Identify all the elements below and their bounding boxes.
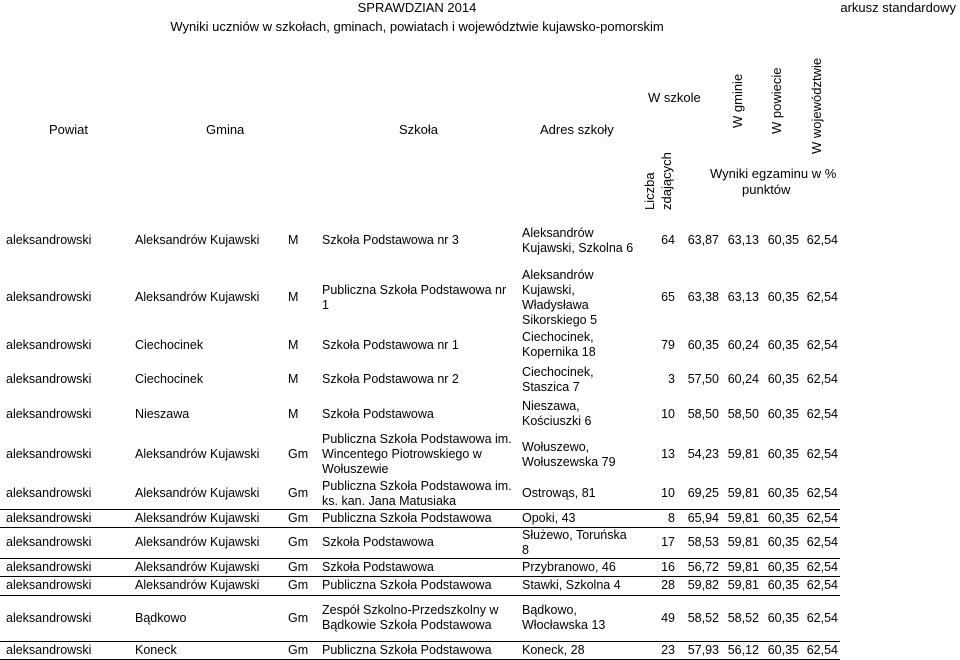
cell-gmina: Ciechocinek: [135, 372, 204, 386]
cell-powiat: aleksandrowski: [6, 406, 92, 421]
cell-szkola: Publiczna Szkoła Podstawowa nr 1: [322, 282, 507, 312]
cell-liczba: 28: [635, 576, 681, 595]
cell-adres: Ostrowąs, 81: [522, 486, 596, 500]
table-row: [0, 478, 840, 509]
cell-powiat: aleksandrowski: [0, 641, 129, 659]
cell-typ: Gm: [282, 595, 316, 641]
cell-w-gminie: 56,12: [721, 641, 761, 659]
cell-powiat: aleksandrowski: [0, 509, 129, 527]
cell-szkola: Szkoła Podstawowa nr 2: [322, 372, 459, 386]
table-row: [0, 215, 840, 267]
cell-w-gminie: 58,52: [721, 595, 761, 641]
cell-w-szkole: 56,72: [681, 558, 721, 576]
cell-w-gminie: 63,13: [727, 290, 759, 304]
cell-szkola: Publiczna Szkoła Podstawowa im. Wincentego Piotrowskiego w Wołuszewie: [322, 432, 512, 476]
cell-adres: Ciechocinek, Kopernika 18: [522, 330, 596, 359]
col-header-w-wojewodztwie: W województwie: [809, 57, 824, 154]
cell-liczba: 3: [668, 372, 675, 386]
cell-w-wojewodztwie: 62,54: [806, 337, 838, 352]
cell-typ: Gm: [282, 558, 316, 576]
cell-szkola: Szkoła Podstawowa nr 1: [322, 337, 459, 352]
cell-w-szkole: 59,82: [681, 576, 721, 595]
cell-gmina: Aleksandrów Kujawski: [135, 290, 260, 304]
results-table-body: [0, 215, 840, 659]
cell-powiat: aleksandrowski: [0, 595, 129, 641]
cell-powiat: aleksandrowski: [6, 337, 92, 352]
col-header-powiat: Powiat: [49, 122, 89, 137]
table-row: [0, 362, 840, 397]
cell-w-gminie: 60,24: [727, 372, 759, 386]
cell-w-powiecie: 60,35: [767, 337, 799, 352]
table-row: [0, 527, 840, 558]
cell-typ: Gm: [288, 447, 309, 461]
cell-liczba: 23: [635, 641, 681, 659]
cell-w-szkole: 63,38: [687, 290, 719, 304]
cell-liczba: 10: [661, 406, 675, 421]
cell-w-wojewodztwie: 62,54: [801, 509, 840, 527]
cell-liczba: 16: [635, 558, 681, 576]
table-row: [0, 267, 840, 328]
col-header-w-szkole: W szkole: [648, 90, 701, 105]
cell-szkola: Publiczna Szkoła Podstawowa: [316, 576, 516, 595]
cell-liczba: 8: [635, 509, 681, 527]
cell-gmina: Nieszawa: [135, 406, 190, 421]
cell-w-powiecie: 60,35: [767, 486, 799, 500]
cell-adres: Aleksandrów Kujawski, Szkolna 6: [522, 225, 634, 255]
cell-w-wojewodztwie: 62,54: [806, 486, 838, 500]
cell-szkola: Publiczna Szkoła Podstawowa: [316, 509, 516, 527]
cell-szkola: Publiczna Szkoła Podstawowa im. ks. kan. Jana Matusiaka: [322, 478, 512, 508]
cell-adres: Bądkowo, Włocławska 13: [516, 595, 635, 641]
cell-w-gminie: 59,81: [721, 527, 761, 558]
cell-adres: Opoki, 43: [516, 509, 635, 527]
col-header-punktow: punktów: [742, 182, 791, 197]
cell-w-gminie: 58,50: [727, 406, 759, 421]
cell-w-wojewodztwie: 62,54: [806, 447, 838, 461]
cell-liczba: 49: [635, 595, 681, 641]
table-row: [0, 641, 840, 659]
cell-powiat: aleksandrowski: [0, 558, 129, 576]
cell-typ: M: [288, 406, 299, 421]
cell-powiat: aleksandrowski: [0, 576, 129, 595]
cell-typ: Gm: [282, 527, 316, 558]
cell-liczba: 65: [661, 290, 675, 304]
cell-w-powiecie: 60,35: [761, 509, 801, 527]
cell-szkola: Szkoła Podstawowa: [322, 406, 434, 421]
cell-w-gminie: 59,81: [721, 576, 761, 595]
col-header-gmina: Gmina: [206, 122, 245, 137]
cell-szkola: Zespół Szkolno-Przedszkolny w Bądkowie Szkoła Podstawowa: [316, 595, 516, 641]
cell-w-wojewodztwie: 62,54: [806, 290, 838, 304]
cell-szkola: Szkoła Podstawowa nr 3: [322, 233, 459, 248]
cell-szkola: Szkoła Podstawowa: [316, 558, 516, 576]
cell-gmina: Aleksandrów Kujawski: [135, 447, 260, 461]
cell-w-wojewodztwie: 62,54: [801, 595, 840, 641]
cell-w-szkole: 58,53: [681, 527, 721, 558]
cell-typ: M: [288, 290, 299, 304]
cell-liczba: 10: [661, 486, 675, 500]
cell-typ: M: [288, 372, 299, 386]
cell-szkola: Szkoła Podstawowa: [316, 527, 516, 558]
table-row: [0, 595, 840, 641]
col-header-szkola: Szkoła: [399, 122, 439, 137]
cell-typ: Gm: [282, 576, 316, 595]
cell-liczba: 79: [661, 337, 675, 352]
cell-powiat: aleksandrowski: [6, 372, 92, 386]
cell-gmina: Bądkowo: [129, 595, 282, 641]
cell-w-powiecie: 60,35: [767, 447, 799, 461]
table-row: [0, 509, 840, 527]
cell-w-wojewodztwie: 62,54: [806, 406, 838, 421]
cell-w-wojewodztwie: 62,54: [806, 233, 838, 248]
cell-w-wojewodztwie: 62,54: [801, 527, 840, 558]
cell-w-gminie: 60,24: [727, 337, 759, 352]
cell-gmina: Aleksandrów Kujawski: [135, 233, 260, 248]
cell-adres: Wołuszewo, Wołuszewska 79: [522, 439, 616, 469]
cell-w-powiecie: 60,35: [767, 406, 799, 421]
cell-w-szkole: 60,35: [687, 337, 719, 352]
cell-adres: Koneck, 28: [516, 641, 635, 659]
cell-w-gminie: 63,13: [727, 233, 759, 248]
table-row: [0, 431, 840, 478]
cell-w-wojewodztwie: 62,54: [801, 641, 840, 659]
cell-w-szkole: 69,25: [687, 486, 719, 500]
col-header-w-powiecie: W powiecie: [769, 67, 784, 134]
col-header-adres: Adres szkoły: [540, 122, 614, 137]
cell-powiat: aleksandrowski: [6, 447, 92, 461]
cell-adres: Służewo, Toruńska 8: [516, 527, 635, 558]
table-row: [0, 558, 840, 576]
cell-powiat: aleksandrowski: [0, 527, 129, 558]
cell-w-szkole: 58,52: [681, 595, 721, 641]
cell-typ: Gm: [282, 641, 316, 659]
cell-w-gminie: 59,81: [727, 447, 759, 461]
cell-w-szkole: 65,94: [681, 509, 721, 527]
cell-powiat: aleksandrowski: [6, 233, 92, 248]
cell-typ: M: [288, 233, 299, 248]
cell-gmina: Ciechocinek: [135, 337, 204, 352]
col-header-zdajacych: zdających: [659, 152, 674, 210]
col-header-w-gminie: W gminie: [730, 73, 745, 128]
cell-adres: Ciechocinek, Staszica 7: [522, 364, 594, 394]
cell-gmina: Koneck: [129, 641, 282, 659]
cell-gmina: Aleksandrów Kujawski: [129, 576, 282, 595]
cell-w-powiecie: 60,35: [761, 641, 801, 659]
table-row: [0, 576, 840, 595]
report-title: SPRAWDZIAN 2014: [357, 0, 477, 15]
cell-w-powiecie: 60,35: [761, 576, 801, 595]
cell-w-powiecie: 60,35: [761, 558, 801, 576]
cell-w-szkole: 57,93: [681, 641, 721, 659]
cell-adres: Stawki, Szkolna 4: [516, 576, 635, 595]
cell-typ: Gm: [288, 486, 309, 500]
cell-w-wojewodztwie: 62,54: [801, 576, 840, 595]
cell-w-gminie: 59,81: [727, 486, 759, 500]
col-header-liczba: Liczba: [642, 172, 657, 210]
cell-typ: M: [288, 337, 299, 352]
cell-gmina: Aleksandrów Kujawski: [129, 509, 282, 527]
cell-gmina: Aleksandrów Kujawski: [129, 527, 282, 558]
cell-w-gminie: 59,81: [721, 558, 761, 576]
cell-w-powiecie: 60,35: [767, 233, 799, 248]
report-subtitle: Wyniki uczniów w szkołach, gminach, powiatach i województwie kujawsko-pomorskim: [170, 19, 664, 34]
cell-w-szkole: 58,50: [687, 406, 719, 421]
cell-gmina: Aleksandrów Kujawski: [129, 558, 282, 576]
col-header-wyniki: Wyniki egzaminu w %: [710, 166, 837, 181]
cell-w-wojewodztwie: 62,54: [801, 558, 840, 576]
cell-powiat: aleksandrowski: [6, 486, 92, 500]
cell-adres: Nieszawa, Kościuszki 6: [522, 399, 592, 428]
cell-w-powiecie: 60,35: [761, 527, 801, 558]
cell-w-szkole: 54,23: [687, 447, 719, 461]
cell-typ: Gm: [282, 509, 316, 527]
cell-gmina: Aleksandrów Kujawski: [135, 486, 260, 500]
cell-liczba: 17: [635, 527, 681, 558]
cell-w-szkole: 57,50: [687, 372, 719, 386]
sheet-type-label: arkusz standardowy: [840, 0, 956, 15]
cell-w-szkole: 63,87: [687, 233, 719, 248]
cell-w-powiecie: 60,35: [767, 290, 799, 304]
table-row: [0, 328, 840, 362]
cell-powiat: aleksandrowski: [6, 290, 92, 304]
cell-liczba: 64: [661, 233, 675, 248]
cell-w-powiecie: 60,35: [767, 372, 799, 386]
cell-w-gminie: 59,81: [721, 509, 761, 527]
results-table: [0, 215, 840, 660]
cell-adres: Aleksandrów Kujawski, Władysława Sikorskiego 5: [522, 267, 598, 327]
cell-adres: Przybranowo, 46: [516, 558, 635, 576]
table-row: [0, 397, 840, 431]
cell-w-powiecie: 60,35: [761, 595, 801, 641]
cell-w-wojewodztwie: 62,54: [806, 372, 838, 386]
cell-szkola: Publiczna Szkoła Podstawowa: [316, 641, 516, 659]
cell-liczba: 13: [661, 447, 675, 461]
